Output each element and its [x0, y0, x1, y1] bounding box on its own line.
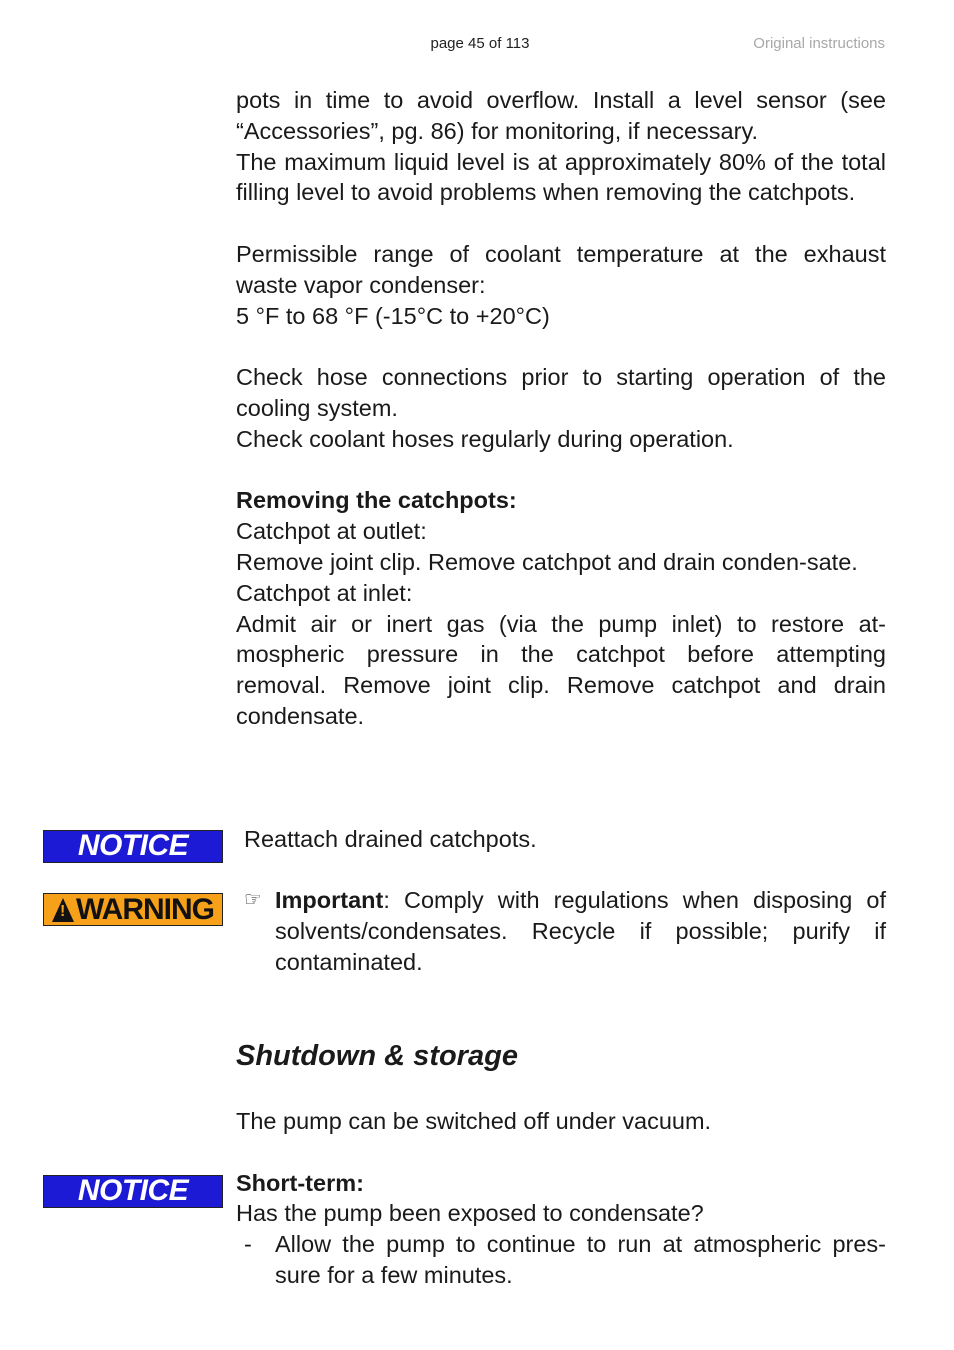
section-heading: Short-term: [236, 1169, 364, 1196]
paragraph: Catchpot at outlet: [236, 518, 427, 545]
paragraph: pots in time to avoid overflow. Install a level sensor (see “Accessories”, pg. 86) for monitoring, if necessary. [236, 87, 886, 144]
paragraph: Catchpot at inlet: [236, 579, 413, 606]
notice-text: Reattach drained catchpots. [244, 826, 537, 852]
list-item: - Allow the pump to continue to run at atmospheric pres-sure for a few minutes. [244, 1231, 886, 1288]
paragraph: Has the pump been exposed to condensate? [236, 1200, 704, 1227]
paragraph: The maximum liquid level is at approximately 80% of the total filling level to avoid problems when removing the catchpots. [236, 148, 886, 206]
notice-badge: NOTICE [43, 830, 223, 863]
paragraph: Check coolant hoses regularly during operation. [236, 425, 734, 452]
page-number: page 45 of 113 [430, 35, 530, 52]
notice-badge: NOTICE [43, 1175, 223, 1208]
paragraph: Permissible range of coolant temperature at the exhaust waste vapor condenser: [236, 240, 886, 298]
shutdown-text [236, 1106, 886, 1291]
section-title: Shutdown & storage [236, 1040, 518, 1072]
pointing-hand-icon: ☞ [244, 889, 262, 911]
warning-badge: ! WARNING [43, 893, 223, 926]
paragraph: Check hose connections prior to starting operation of the cooling system. [236, 364, 886, 421]
document-title: Original instructions [753, 35, 885, 52]
warning-text: ☞ Important: Comply with regulations when disposing of solvents/condensates. Recycle if possible; purify if contaminated. [236, 885, 886, 977]
main-text-block [236, 85, 886, 732]
paragraph: Admit air or inert gas (via the pump inlet) to restore at-mospheric pressure in the catchpot before attempting removal. Remove joint clip. Remove catchpot and drain condensate. [236, 610, 886, 729]
paragraph: The pump can be switched off under vacuum. [236, 1108, 712, 1134]
section-heading: Removing the catchpots: [236, 487, 517, 514]
paragraph: Remove joint clip. Remove catchpot and drain conden-sate. [236, 548, 858, 575]
temperature-range: 5 °F to 68 °F (-15°C to +20°C) [236, 302, 550, 329]
warning-triangle-icon: ! [52, 898, 74, 922]
